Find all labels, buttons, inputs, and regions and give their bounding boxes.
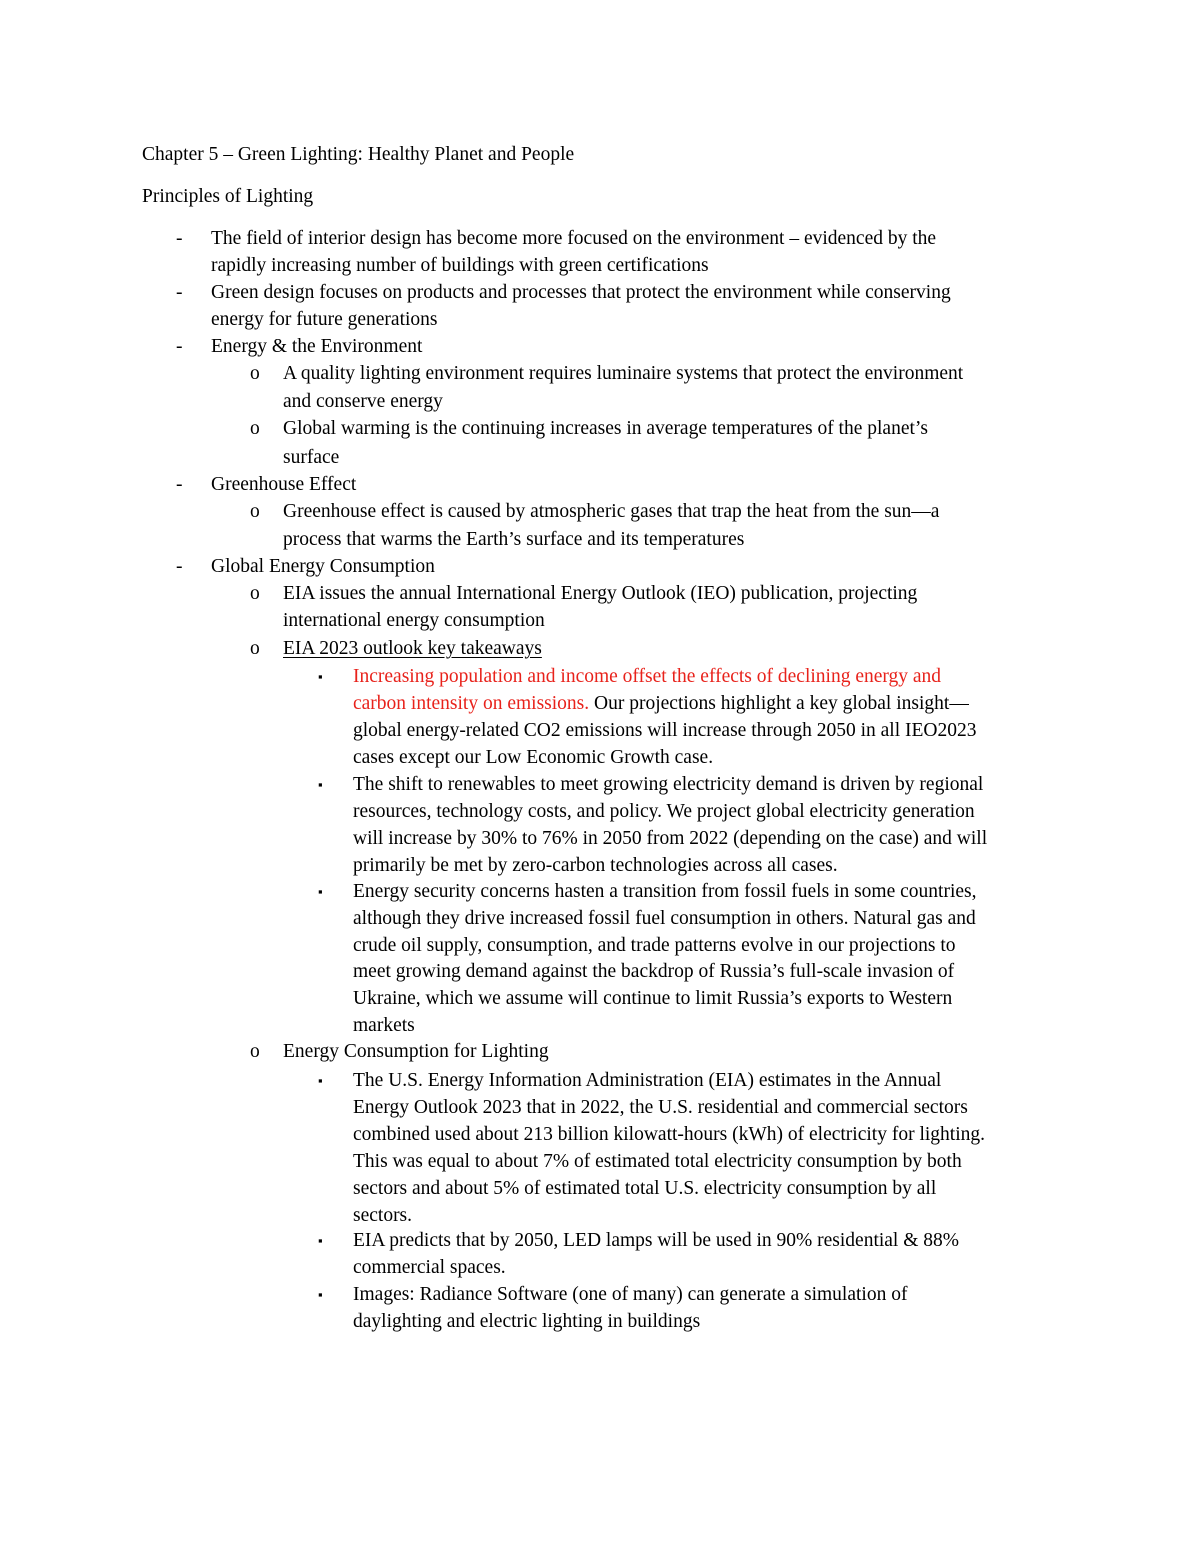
list-item-text: Global warming is the continuing increases in average temperatures of the planet’s (283, 418, 928, 439)
underlined-subheading: EIA 2023 outlook key takeaways (283, 638, 542, 659)
list-item-text: and conserve energy (283, 391, 443, 412)
square-bullet: ▪ (318, 1233, 323, 1248)
list-item-text: meet growing demand against the backdrop of Russia’s full-scale invasion of (353, 961, 955, 982)
document-title: Chapter 5 – Green Lighting: Healthy Planet and People (142, 144, 575, 165)
list-item-text: Greenhouse Effect (211, 474, 357, 495)
dash-bullet: - (176, 282, 183, 303)
list-item-text: surface (283, 447, 340, 468)
list-item-text: Energy & the Environment (211, 336, 423, 357)
square-bullet: ▪ (318, 669, 323, 684)
list-item-text: global energy-related CO2 emissions will increase through 2050 in all IEO2023 (353, 720, 977, 741)
list-item-text: Greenhouse effect is caused by atmospheric gases that trap the heat from the sun—a (283, 501, 940, 522)
section-heading: Principles of Lighting (142, 186, 314, 207)
dash-bullet: - (176, 228, 183, 249)
list-item-text: combined used about 213 billion kilowatt-hours (kWh) of electricity for lighting. (353, 1124, 985, 1145)
circle-bullet: o (250, 583, 260, 604)
list-item-text: Images: Radiance Software (one of many) can generate a simulation of (353, 1284, 908, 1305)
dash-bullet: - (176, 556, 183, 577)
list-item-text: Green design focuses on products and processes that protect the environment while conserving (211, 282, 951, 303)
square-bullet: ▪ (318, 1287, 323, 1302)
list-item-text: Global Energy Consumption (211, 556, 435, 577)
list-item-text: rapidly increasing number of buildings with green certifications (211, 255, 709, 276)
list-item-text: will increase by 30% to 76% in 2050 from 2022 (depending on the case) and will (353, 828, 988, 849)
square-bullet: ▪ (318, 1073, 323, 1088)
highlighted-text: carbon intensity on emissions. (353, 693, 590, 714)
list-item-text: The shift to renewables to meet growing electricity demand is driven by regional (353, 774, 984, 795)
list-item-text: The U.S. Energy Information Administration (EIA) estimates in the Annual (353, 1070, 942, 1091)
list-item-text: EIA predicts that by 2050, LED lamps will be used in 90% residential & 88% (353, 1230, 960, 1251)
list-item-text: Ukraine, which we assume will continue to limit Russia’s exports to Western (353, 988, 953, 1009)
circle-bullet: o (250, 638, 260, 659)
list-item-text: cases except our Low Economic Growth case. (353, 747, 714, 768)
dash-bullet: - (176, 474, 183, 495)
circle-bullet: o (250, 1041, 260, 1062)
circle-bullet: o (250, 363, 260, 384)
circle-bullet: o (250, 418, 260, 439)
list-item-text: markets (353, 1015, 415, 1036)
list-item-text: primarily be met by zero-carbon technologies across all cases. (353, 855, 838, 876)
list-item-text: sectors. (353, 1205, 413, 1226)
circle-bullet: o (250, 501, 260, 522)
list-item-text: daylighting and electric lighting in buildings (353, 1311, 701, 1332)
list-item-text: Energy Consumption for Lighting (283, 1041, 549, 1062)
list-item-text: This was equal to about 7% of estimated total electricity consumption by both (353, 1151, 962, 1172)
list-item-text: resources, technology costs, and policy. We project global electricity generation (353, 801, 975, 822)
list-item-text: Energy security concerns hasten a transition from fossil fuels in some countries, (353, 881, 977, 902)
list-item-text: Our projections highlight a key global insight— (589, 693, 969, 714)
square-bullet: ▪ (318, 777, 323, 792)
list-item-text: The field of interior design has become more focused on the environment – evidenced by the (211, 228, 937, 249)
list-item-text: international energy consumption (283, 610, 545, 631)
list-item-text: although they drive increased fossil fuel consumption in others. Natural gas and (353, 908, 976, 929)
list-item-text: process that warms the Earth’s surface and its temperatures (283, 529, 745, 550)
list-item-text: crude oil supply, consumption, and trade patterns evolve in our projections to (353, 935, 956, 956)
list-item-text: sectors and about 5% of estimated total U.S. electricity consumption by all (353, 1178, 937, 1199)
list-item-text: commercial spaces. (353, 1257, 506, 1278)
square-bullet: ▪ (318, 884, 323, 899)
dash-bullet: - (176, 336, 183, 357)
list-item-text: Energy Outlook 2023 that in 2022, the U.S. residential and commercial sectors (353, 1097, 968, 1118)
list-item-text: energy for future generations (211, 309, 438, 330)
list-item-text: A quality lighting environment requires luminaire systems that protect the environment (283, 363, 964, 384)
list-item-line (353, 690, 969, 717)
highlighted-text: Increasing population and income offset the effects of declining energy and (353, 666, 942, 687)
list-item-text: EIA issues the annual International Energy Outlook (IEO) publication, projecting (283, 583, 918, 604)
